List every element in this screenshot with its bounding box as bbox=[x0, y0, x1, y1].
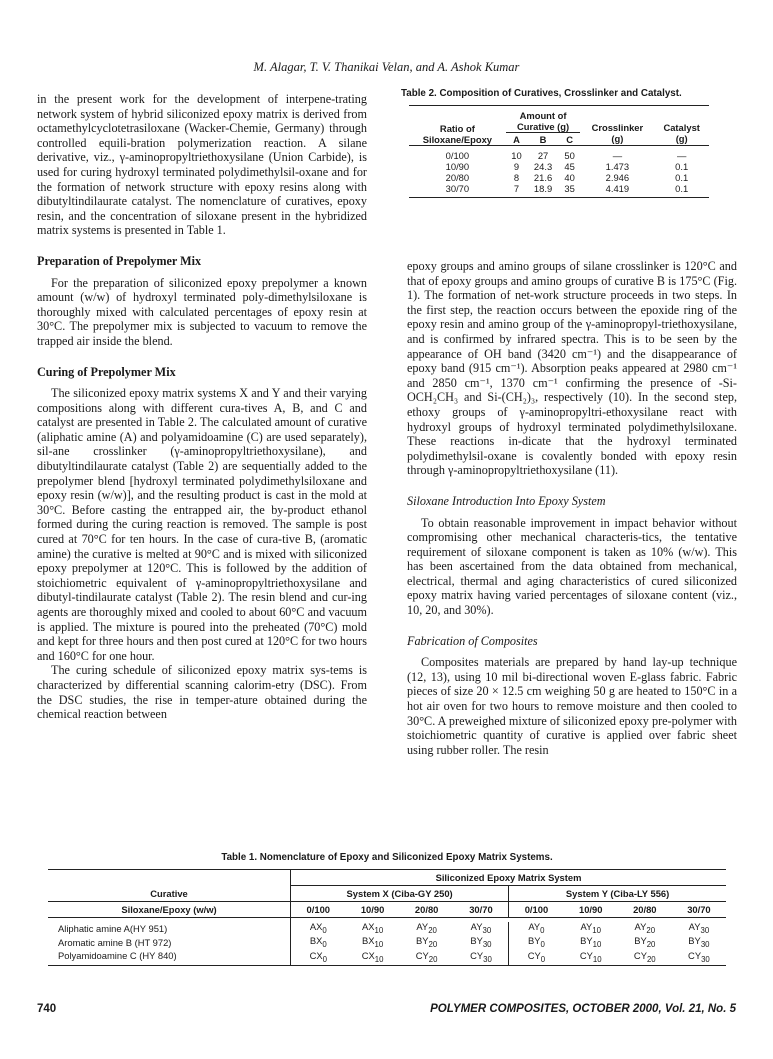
left-paragraph-1: in the present work for the development of interpene-trating network system of hybrid siliconized epoxy matrix is derived from octamethylcyclotetrasiloxane (Wacker-Chemie, Germany) through controlled equili-bration polymerization reaction. A silane derivative, viz., γ-aminopropyltriethoxysilane (Union Carbide), is used for curing hydroxyl terminated polydimethylsil-oxane and for the formation of network structure with epoxy resins along with dibutyltindilaurate catalyst. The nomenclature of curatives, epoxy resin, and the concentration of siloxane present in the hybridized matrix systems is presented in Table 1. bbox=[37, 92, 367, 238]
right-paragraph-3: Composites materials are prepared by hand lay-up technique (12, 13), using 10 mil bi-directional woven E-glass fabric. Fabric pieces of size 20 × 12.5 cm weighing 50 g are heated to 150°C in a hot air oven for two hours to remove moisture and then cooled to 30°C. A preweighed mixture of siliconized epoxy pre-polymer with stoichiometric quantity of curative is applied over fabric sheet using rubber roller. The resin bbox=[407, 655, 737, 757]
t1-cell bbox=[509, 922, 564, 936]
t1-cell-sub: 30 bbox=[700, 940, 710, 950]
t1-cell-code: BX bbox=[309, 935, 323, 947]
t1-cell-code: AY bbox=[470, 921, 483, 932]
t1-cell-code: BY bbox=[688, 935, 701, 947]
t1-cell bbox=[509, 951, 564, 966]
t1-cell bbox=[618, 922, 672, 936]
table-row bbox=[48, 951, 726, 966]
t2-cell-b: 21.6 bbox=[533, 172, 553, 183]
right-paragraph-1: epoxy groups and amino groups of silane crosslinker is 120°C and that of epoxy groups and amino groups of curative B is 175°C (Fig. 1). The formation of net-work structure proceeds in two steps. In the first step, the reaction occurs between the epoxide ring of the epoxy resin and amino group of the γ-aminopropyl-triethoxysilane, and is confirmed by infrared spectra. This is to be seen by the appearance of OH band (3420 cm⁻¹) and the disappearance of epoxy band (915 cm⁻¹). Absorption peaks appeared at 2980 cm⁻¹ and 2850 cm⁻¹, 1370 cm⁻¹ confirming the presence of -Si-OCH₂CH₃ and Si-(CH₂)₃, respectively (10). In the second step, ethoxy groups of γ-aminopropyltri-ethoxysilane react with hydroxyl groups of hydroxyl terminated polydimethylsiloxane. These reactions in-dicate that the hydroxyl terminated polydimethylsil-oxane is covalently bonded with epoxy resin through γ-aminopropyltriethoxysilane (11). bbox=[407, 259, 737, 478]
t2-cell-b: 18.9 bbox=[533, 183, 553, 194]
left-column bbox=[37, 92, 367, 722]
t2-head-amount-line1: Amount of bbox=[519, 109, 567, 121]
t1-cell bbox=[346, 936, 400, 950]
t1-cell-sub: 0 bbox=[322, 954, 327, 964]
t2-head-cross-line2: (g) bbox=[611, 133, 624, 144]
t1-cell bbox=[454, 951, 509, 966]
t1-cell bbox=[564, 936, 618, 950]
t1-cell bbox=[618, 936, 672, 950]
t1-ratio: 20/80 bbox=[633, 904, 657, 915]
t2-head-cat-line2: (g) bbox=[675, 133, 688, 144]
t1-cell-code: CX bbox=[361, 949, 375, 961]
t2-cell-c: 35 bbox=[564, 183, 575, 194]
t1-cell-sub: 30 bbox=[483, 954, 492, 964]
t2-head-crosslinker bbox=[580, 109, 654, 146]
t1-cell-sub: 0 bbox=[540, 940, 545, 950]
table-row bbox=[409, 183, 709, 194]
t1-cell-sub: 30 bbox=[701, 954, 710, 964]
t1-cell-code: BY bbox=[580, 935, 593, 947]
table-1-grid bbox=[48, 869, 726, 966]
t1-cell bbox=[672, 936, 726, 950]
t2-cell-ratio: 30/70 bbox=[445, 183, 470, 194]
t1-cell bbox=[291, 951, 346, 966]
t2-cell-c: 45 bbox=[564, 161, 575, 172]
t1-cell-code: CY bbox=[688, 949, 702, 961]
t1-cell bbox=[672, 951, 726, 966]
t1-cell bbox=[291, 936, 346, 950]
t1-cell bbox=[454, 922, 509, 936]
t1-ratio: 30/70 bbox=[687, 904, 711, 915]
t1-cell bbox=[400, 922, 454, 936]
t2-cell-catalyst: — bbox=[677, 150, 687, 161]
t1-cell-code: AX bbox=[361, 921, 375, 932]
t1-cell-sub: 10 bbox=[374, 925, 384, 935]
t1-ratio: 0/100 bbox=[306, 904, 331, 915]
t1-cell-code: AY bbox=[634, 921, 647, 932]
t1-cell bbox=[564, 951, 618, 966]
t2-cell-crosslinker: — bbox=[612, 150, 623, 161]
page-number: 740 bbox=[37, 1003, 57, 1015]
t2-cell-a: 10 bbox=[511, 150, 522, 161]
t1-cell-sub: 20 bbox=[428, 925, 437, 935]
t1-row-label: Polyamidoamine C (HY 840) bbox=[48, 951, 291, 966]
t1-cell-code: BY bbox=[634, 935, 647, 947]
t1-row-label: Aliphatic amine A(HY 951) bbox=[48, 922, 291, 936]
t1-cell bbox=[618, 951, 672, 966]
left-paragraph-3: The siliconized epoxy matrix systems X and Y and their varying compositions along with different cura-tives A, B, and C and catalyst are presented in Table 2. The calculated amount of curative (aliphatic amine (A) and polyamidoamine (C) are used separately), sil-ane crosslinker (γ-aminopropyltriethoxysilane), and dibutyltindilaurate catalyst (Table 2) are sequentially added to the prepolymer blend [hydroxyl terminated polydimethylsiloxane and epoxy resin (w/w)], and the resulting product is cast in the mold at 30°C. Before casting the entrapped air, the by-product ethanol formed during the curing reaction is removed. The sample is post cured at 70°C for ten hours. In the case of cura-tive B, (aromatic amine) the curative is melted at 90°C and is mixed with siliconized epoxy prepolymer at 120°C. This is followed by the addition of stoichiometric equivalent of γ-aminopropyltriethoxysilane and dibutyl-tindilaurate catalyst (Table 2). The resin blend and cur-ing agents are thoroughly mixed and cooled to about 60°C and vacuum is applied. The mixture is poured into the preheated (70°C) mold and kept for three hours and then post cured at 120°C for two hours and 160°C for one hour. bbox=[37, 386, 367, 663]
t2-cell-catalyst: 0.1 bbox=[675, 183, 689, 194]
t2-cell-crosslinker: 1.473 bbox=[605, 161, 630, 172]
left-paragraph-4: The curing schedule of siliconized epoxy matrix sys-tems is characterized by differential scanning calorim-etry (DSC). From the DSC studies, the rise in temper-ature obtained during the chemical reaction between bbox=[37, 663, 367, 722]
t1-cell-sub: 30 bbox=[482, 925, 492, 935]
t2-head-ratio-line1: Ratio of bbox=[439, 123, 475, 134]
t1-cell bbox=[509, 936, 564, 950]
t2-head-a: A bbox=[513, 133, 520, 145]
right-paragraph-2: To obtain reasonable improvement in impact behavior without compromising other mechanical characteris-tics, the tentative requirement of siloxane component is taken as 10% (w/w). This has been ascertained from the data obtained from mechanical, electrical, thermal and aging characteristics of cured siliconized epoxy matrix having varied percentages of siloxane content (viz., 10, 20, and 30%). bbox=[407, 515, 737, 618]
t1-cell bbox=[454, 936, 509, 950]
table-2 bbox=[401, 88, 737, 198]
t2-cell-a: 7 bbox=[513, 183, 520, 194]
t1-cell-code: CY bbox=[579, 949, 593, 961]
t2-cell-crosslinker: 2.946 bbox=[605, 172, 630, 183]
t2-cell-c: 40 bbox=[564, 172, 575, 183]
t1-cell-sub: 0 bbox=[540, 954, 546, 964]
t1-cell-code: CY bbox=[527, 949, 541, 961]
t2-cell-ratio: 0/100 bbox=[445, 150, 470, 161]
t1-cell-sub: 20 bbox=[428, 954, 438, 964]
t1-cell-sub: 20 bbox=[646, 954, 656, 964]
t1-cell bbox=[672, 922, 726, 936]
t2-cell-b: 27 bbox=[537, 150, 549, 161]
t1-cell-sub: 0 bbox=[322, 940, 327, 950]
journal-footer: POLYMER COMPOSITES, OCTOBER 2000, Vol. 21, No. 5 bbox=[430, 1003, 736, 1015]
t2-cell-ratio: 10/90 bbox=[445, 161, 470, 172]
t1-cell-sub: 30 bbox=[700, 925, 710, 935]
t1-system-y: System Y (Ciba-LY 556) bbox=[509, 886, 726, 902]
t1-cell-code: AY bbox=[528, 921, 541, 932]
t2-head-amount-line2: Curative (g) bbox=[517, 120, 570, 132]
table-row bbox=[48, 922, 726, 936]
t1-cell-sub: 10 bbox=[592, 925, 601, 935]
t2-cell-catalyst: 0.1 bbox=[675, 161, 689, 172]
t1-ratio: 20/80 bbox=[414, 904, 439, 915]
left-paragraph-2: For the preparation of siliconized epoxy prepolymer a known amount (w/w) of hydroxyl terminated poly-dimethylsiloxane is thoroughly mixed with calculated percentages of epoxy resin at 30°C. The prepolymer mix is subjected to vacuum to remove the trapped air inside the blend. bbox=[37, 275, 367, 348]
running-head: M. Alagar, T. V. Thanikai Velan, and A. Ashok Kumar bbox=[253, 60, 520, 74]
t1-cell-sub: 30 bbox=[482, 940, 492, 950]
t1-cell-code: CY bbox=[470, 949, 484, 961]
table-2-grid bbox=[409, 109, 709, 194]
t1-ratio: 10/90 bbox=[360, 904, 385, 915]
t2-cell-a: 8 bbox=[513, 172, 520, 183]
t1-cell-sub: 10 bbox=[592, 954, 602, 964]
table-1 bbox=[48, 852, 726, 966]
t1-row-label: Aromatic amine B (HT 972) bbox=[48, 936, 291, 950]
t2-cell-catalyst: 0.1 bbox=[675, 172, 689, 183]
t1-cell-sub: 10 bbox=[374, 940, 384, 950]
t2-cell-ratio: 20/80 bbox=[445, 172, 470, 183]
t1-ratio: 0/100 bbox=[524, 904, 549, 915]
t2-head-c: C bbox=[566, 133, 574, 145]
t2-cell-c: 50 bbox=[564, 150, 575, 161]
right-column bbox=[407, 259, 737, 757]
t1-ratio: 10/90 bbox=[578, 904, 603, 915]
t1-cell-code: BX bbox=[361, 935, 375, 947]
t1-cell-sub: 0 bbox=[540, 925, 545, 935]
t1-cell-code: AX bbox=[309, 921, 323, 932]
t1-cell-sub: 0 bbox=[322, 925, 327, 935]
t1-system-x: System X (Ciba-GY 250) bbox=[291, 886, 509, 902]
table-row bbox=[409, 161, 709, 172]
t1-cell-code: AY bbox=[688, 921, 701, 932]
t1-cell-sub: 20 bbox=[428, 940, 438, 950]
t1-cell bbox=[400, 951, 454, 966]
t1-cell-code: AY bbox=[580, 921, 593, 932]
t1-ratio-header: Siloxane/Epoxy (w/w) bbox=[48, 902, 291, 918]
table-row bbox=[409, 172, 709, 183]
t1-cell bbox=[400, 936, 454, 950]
t1-cell-sub: 10 bbox=[592, 940, 602, 950]
section-heading-fabrication: Fabrication of Composites bbox=[407, 633, 538, 648]
t1-cell-sub: 10 bbox=[374, 954, 384, 964]
t2-head-ratio-line2: Siloxane/Epoxy bbox=[422, 134, 493, 145]
t1-ratio: 30/70 bbox=[454, 902, 509, 918]
t1-cell-sub: 20 bbox=[646, 940, 656, 950]
t1-curative-header: Curative bbox=[48, 886, 291, 902]
t1-cell-code: AY bbox=[416, 921, 429, 932]
t1-cell-code: BY bbox=[470, 935, 483, 947]
t2-head-catalyst bbox=[654, 109, 709, 146]
t1-cell-code: CX bbox=[309, 949, 323, 961]
section-heading-preparation: Preparation of Prepolymer Mix bbox=[37, 253, 202, 268]
t1-cell-code: BY bbox=[416, 935, 429, 947]
t2-head-b: B bbox=[539, 133, 547, 145]
t1-cell bbox=[346, 951, 400, 966]
t1-cell-code: CY bbox=[633, 949, 647, 961]
t2-cell-b: 24.3 bbox=[533, 161, 553, 172]
table-1-caption: Table 1. Nomenclature of Epoxy and Siliconized Epoxy Matrix Systems. bbox=[221, 852, 553, 863]
table-row bbox=[48, 936, 726, 950]
table-2-caption: Table 2. Composition of Curatives, Crosslinker and Catalyst. bbox=[401, 88, 682, 99]
table-row bbox=[409, 150, 709, 161]
section-heading-curing: Curing of Prepolymer Mix bbox=[37, 364, 176, 379]
t1-cell-code: CY bbox=[415, 949, 429, 961]
section-heading-siloxane: Siloxane Introduction Into Epoxy System bbox=[407, 493, 606, 508]
t2-head-cross-line1: Crosslinker bbox=[591, 122, 644, 133]
t2-head-amount bbox=[506, 109, 581, 133]
t1-cell-sub: 20 bbox=[646, 925, 656, 935]
t2-head-cat-line1: Catalyst bbox=[663, 122, 700, 133]
t1-cell bbox=[346, 922, 400, 936]
t2-cell-a: 9 bbox=[513, 161, 520, 172]
t1-cell bbox=[564, 922, 618, 936]
t2-head-ratio bbox=[409, 109, 506, 146]
t2-cell-crosslinker: 4.419 bbox=[605, 183, 630, 194]
t1-cell-code: BY bbox=[528, 935, 541, 947]
t1-group-header: Siliconized Epoxy Matrix System bbox=[291, 870, 726, 886]
t1-cell bbox=[291, 922, 346, 936]
